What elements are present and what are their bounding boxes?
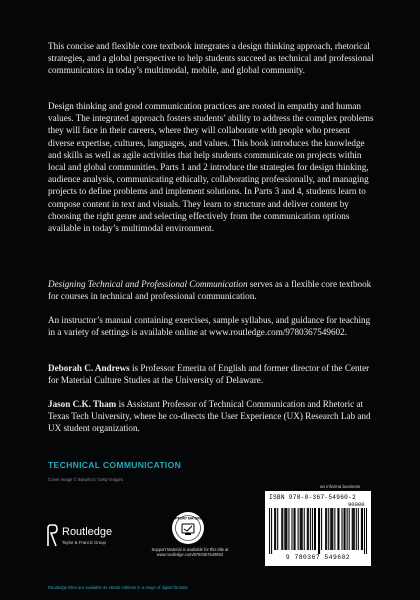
usage-text: serves as a flexible core textbook for courses in technical and professional communication. (48, 279, 372, 302)
barcode-bar (353, 508, 354, 550)
support-material-badge-icon (170, 510, 206, 546)
barcode-bar (277, 508, 278, 550)
barcode-bar (307, 508, 308, 550)
author-2-name: Jason C.K. Tham (48, 399, 117, 409)
barcode-bar (269, 508, 270, 554)
design-thinking-paragraph: Design thinking and good communication practices are rooted in empathy and human values. The integrated approach fosters students’ ability to address the complex problems they will face in their careers, where they will collaborate with people who present diverse expertise, cultures, languages, and values. This book introduces the knowledge and skills as well as agile activities that help students communicate on projects within local and global communities. Parts 1 and 2 introduce the strategies for design thinking, audience analysis, communicating ethically, collaborating professionally, and managing projects to define problems and implement solutions. In Parts 3 and 4, students learn to compose content in text and visuals. They learn to structure and deliver content by choosing the right genre and selecting effectively from the communication options available in today’s multimodal environment. (48, 101, 374, 234)
price-code: 90000 (348, 501, 365, 508)
barcode-bar (361, 508, 362, 550)
barcode-bar (281, 508, 282, 550)
barcode-bar (328, 508, 329, 550)
barcode-bar (347, 508, 348, 550)
barcode-bar (310, 508, 311, 550)
barcode-bar (312, 508, 313, 550)
barcode-panel (265, 491, 371, 566)
barcode-bar (356, 508, 357, 550)
barcode-bar (364, 508, 365, 554)
intro-paragraph: This concise and flexible core textbook integrates a design thinking approach, rhetorical strategies, and a global perspective to help students succeed as technical and professional communicators in today’s multimodal, mobile, and global community. (48, 41, 374, 76)
barcode-digits: 9 780367 549602 (285, 554, 351, 561)
barcode-bar (354, 508, 355, 550)
author-bio-2 (48, 398, 374, 435)
isbn-label: ISBN 978-0-367-54960-2 (269, 494, 357, 501)
barcode-bar (271, 508, 272, 554)
blurb-usage (48, 278, 374, 302)
barcode-bar (331, 508, 332, 550)
barcode-bar (338, 508, 339, 550)
routledge-logo-icon (46, 524, 58, 548)
publisher-logo (46, 524, 124, 550)
subject-category: TECHNICAL COMMUNICATION (48, 460, 182, 470)
barcode-bar (334, 508, 335, 550)
barcode-bar (341, 508, 342, 550)
author-1-paragraph (48, 362, 374, 386)
barcode-bar (358, 508, 359, 550)
author-1-name: Deborah C. Andrews (48, 363, 130, 373)
author-2-paragraph (48, 398, 374, 435)
barcode-bar (284, 508, 285, 550)
barcode-bar (318, 508, 319, 554)
blurb-manual (48, 314, 374, 338)
ebook-footer: Routledge titles are available as eBook editions in a range of digital formats (48, 585, 188, 590)
barcode-bar (274, 508, 275, 550)
barcode-bar (325, 508, 326, 550)
barcode-bar (302, 508, 303, 550)
barcode-bar (314, 508, 315, 550)
barcode-bar (319, 508, 320, 554)
barcode-bar (344, 508, 345, 550)
publisher-name: Routledge (62, 526, 113, 538)
barcode-bar (315, 508, 316, 550)
usage-paragraph (48, 278, 374, 302)
author-bio-1 (48, 362, 374, 386)
barcode-bar (366, 508, 367, 554)
barcode-bar (295, 508, 296, 550)
barcode-bar (332, 508, 333, 550)
author-2-bio: is Assistant Professor of Technical Communication and Rhetoric at Texas Tech University, where he co-directs the User Experience (UX) Research Lab and UX student organization. (48, 399, 371, 434)
barcode-bar (294, 508, 295, 550)
barcode-bar (275, 508, 276, 550)
barcode-bar (337, 508, 338, 550)
barcode-bar (321, 508, 322, 550)
barcode-bar (352, 508, 353, 550)
publisher-group: Taylor & Francis Group (62, 540, 106, 545)
barcode-bar (288, 508, 289, 550)
barcode-bar (345, 508, 346, 550)
barcode-bar (286, 508, 287, 550)
barcode-bar (330, 508, 331, 550)
support-badge-label: SUPPORT MATERIAL (170, 516, 206, 521)
barcode-bar (308, 508, 309, 550)
author-1-bio: is Professor Emerita of English and former director of the Center for Material Culture Studies at the University of Delaware. (48, 363, 370, 386)
barcode-bar (362, 508, 363, 550)
barcode-bar (326, 508, 327, 550)
barcode-bar (291, 508, 292, 550)
barcode-bar (301, 508, 302, 550)
barcode-bar (349, 508, 350, 550)
manual-paragraph: An instructor’s manual containing exercises, sample syllabus, and guidance for teaching in a variety of settings is available online at www.routledge.com/9780367549602. (48, 315, 371, 338)
informa-tagline: an informa business (320, 484, 361, 489)
support-material-text: Support Material is available for this title at www.routledge.com/9780367549602 (151, 547, 229, 558)
book-title: Designing Technical and Professional Communication (48, 279, 248, 289)
barcode-bar (304, 508, 305, 550)
blurb-intro (48, 40, 374, 77)
barcode-bar (300, 508, 301, 550)
blurb-design-thinking (48, 100, 374, 234)
barcode-bar (282, 508, 283, 550)
barcode-bar (285, 508, 286, 550)
barcode-icon (269, 508, 367, 554)
cover-image-credit: Cover image © Banphot / Getty Images (48, 477, 124, 482)
barcode-bar (298, 508, 299, 550)
